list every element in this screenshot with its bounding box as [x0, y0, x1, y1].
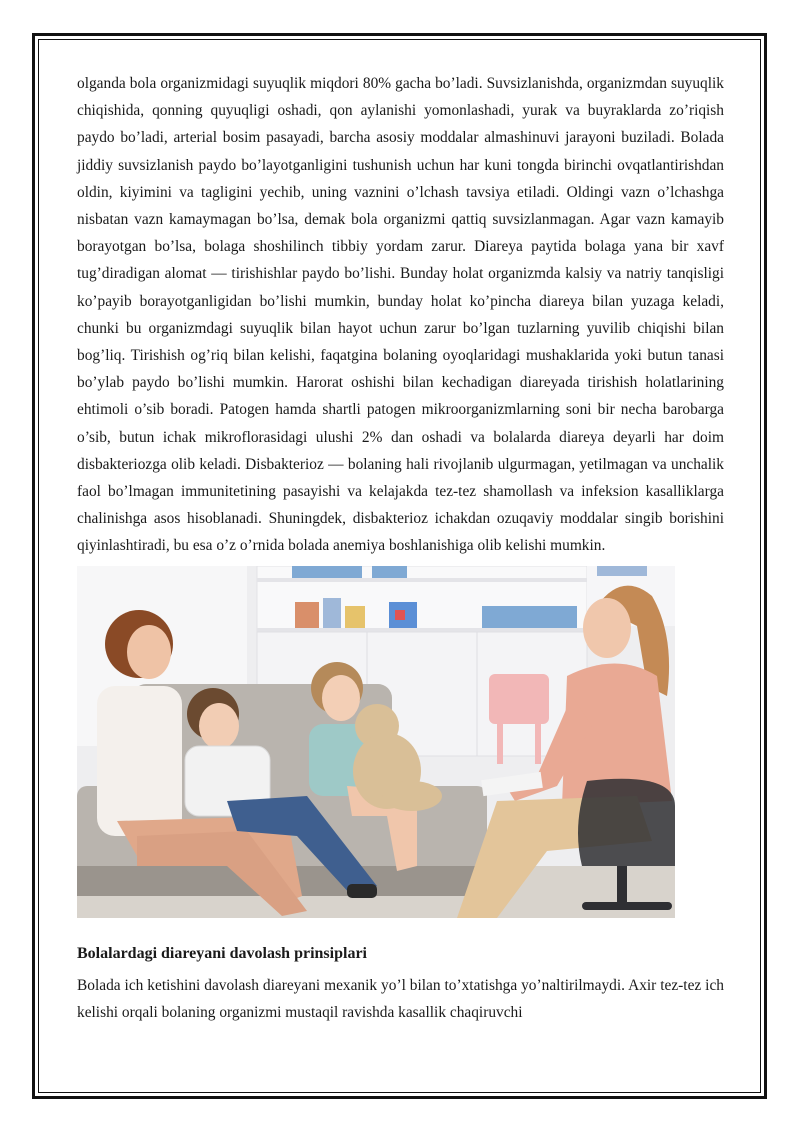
document-page [77, 70, 724, 1026]
photo-toys-blocks-2 [395, 610, 405, 620]
photo-girl-face [322, 675, 360, 721]
photo-shelf-line-1 [257, 578, 587, 582]
photo-mother-face [127, 625, 171, 679]
photo-toys-1 [295, 602, 319, 628]
photo-shelf-line-2 [257, 628, 587, 632]
photo-toy-chair [489, 674, 549, 724]
body-paragraph-2: Bolada ich ketishini davolash diareyani mexanik yo’l bilan to’xtatishga yo’naltirilmaydi. Axir tez-tez ich kelishi orqali bolaning organizmi mustaqil ravishda kasallik chaqiruvchi [77, 976, 724, 1021]
photo-boy-face [199, 703, 239, 749]
body-paragraph-1: olganda bola organizmidagi suyuqlik miqdori 80% gacha bo’ladi. Suvsizlanishda, organizmdan suyuqlik chiqishida, qonning quyuqligi oshadi, qon aylanishi yomonlashadi, yurak va buyraklarda zo’riqish paydo bo’ladi, arterial bosim pasayadi, barcha asosiy moddalar almashinuvi jarayoni buziladi. Bolada jiddiy suvsizlanish paydo bo’layotganligini tushunish uchun har kuni tongda birinchi ovqatlantirishdan oldin, kiyimini va tagligini yechib, uning vaznini o’lchash tavsiya etiladi. Oldingi vazn o’lchashga nisbatan vazn kamaymagan bo’lsa, demak bola organizmi qattiq suvsizlanmagan. Agar vazn kamayib borayotgan bo’lsa, bolaga shoshilinch tibbiy yordam zarur. Diareya paytida bolaga yana bir xavf tug’diradigan alomat — tirishishlar paydo bo’lishi. Bunday holat organizmda kalsiy va natriy tanqisligi ko’payib borayotganligidan bo’lishi mumkin, bunday holat ko’pincha diareya bilan yuzaga keladi, chunki bu organizmdagi suyuqlik bilan hayot uchun zarur bo’lgan tuzlarning yuvilib chiqishi bilan bog’liq. Tirishish og’riq bilan kelishi, faqatgina bolaning oyoqlaridagi mushaklarida yoki butun tanasi bo’ylab paydo bo’lishi mumkin. Harorat oshishi bilan kechadigan diareyada tirishish holatlarining ehtimoli o’sib boradi. Patogen hamda shartli patogen mikroorganizmlarning soni bir necha barobarga o’sib, butun ichak mikroflorasidagi ulushi 2% dan oshadi va bolalarda diareya deyarli har doim disbakteriozga olib keladi. Disbakterioz — bolaning hali rivojlanib ulgurmagan, yetilmagan va unchalik faol bo’lmagan immunitetining pasayishi va kelajakda tez-tez shamollash va infeksion kasalliklarga chalinishga asos hisoblanadi. Shuningdek, disbakterioz ichakdan ozuqaviy moddalar singib borishini qiyinlashtiradi, bu esa o’z o’rnida bolada anemiya boshlanishiga olib kelishi mumkin. [77, 75, 724, 555]
photo-shelf-boxes-top [292, 566, 362, 578]
consultation-photo [77, 566, 675, 918]
photo-toys-3 [345, 606, 365, 628]
photo-shelf-bins [482, 606, 577, 628]
photo-office-chair [578, 778, 675, 865]
photo-doctor-face [583, 598, 631, 658]
photo-boy-shoe [347, 884, 377, 898]
photo-toys-2 [323, 598, 341, 628]
photo-teddy-leg [382, 781, 442, 811]
section-heading: Bolalardagi diareyani davolash prinsiplari [77, 944, 367, 962]
photo-shelf-boxes-top2 [372, 566, 407, 578]
photo-mother-top [97, 686, 182, 836]
